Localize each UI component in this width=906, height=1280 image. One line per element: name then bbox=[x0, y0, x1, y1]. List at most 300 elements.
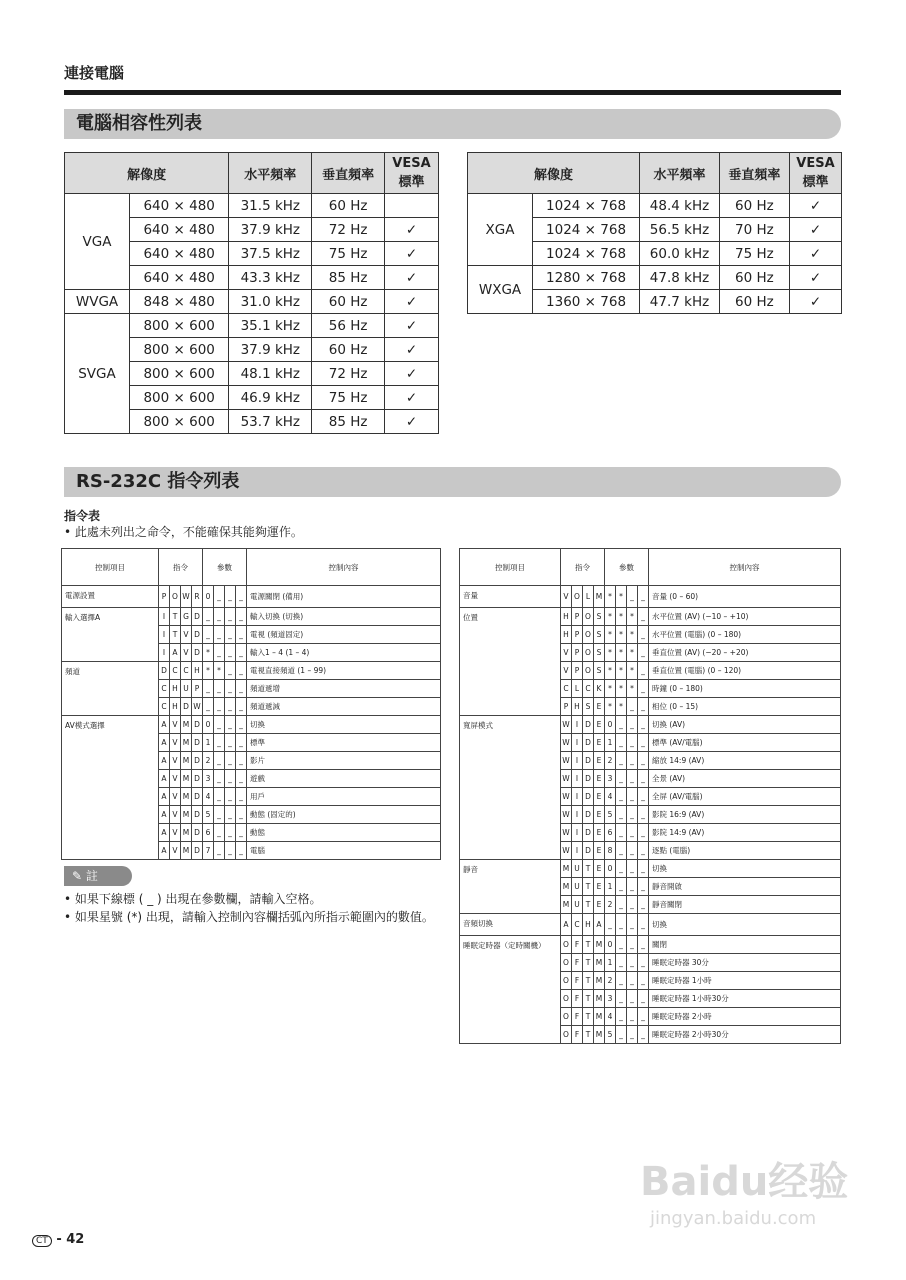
param-char: _ bbox=[616, 734, 627, 752]
param-char: 5 bbox=[605, 1026, 616, 1044]
table-cell: 60 Hz bbox=[719, 290, 789, 314]
cmd-char: S bbox=[594, 608, 605, 626]
cmd-header-cell: 控制內容 bbox=[649, 549, 841, 586]
control-content: 用戶 bbox=[247, 788, 441, 806]
cmd-char: V bbox=[170, 842, 181, 860]
param-char: _ bbox=[225, 586, 236, 608]
table-cell: 56.5 kHz bbox=[640, 218, 720, 242]
param-char: _ bbox=[616, 878, 627, 896]
cmd-char: V bbox=[170, 716, 181, 734]
param-char: _ bbox=[616, 954, 627, 972]
param-char: _ bbox=[214, 586, 225, 608]
param-char: _ bbox=[236, 806, 247, 824]
control-content: 睡眠定時器 1小時 bbox=[649, 972, 841, 990]
table-row bbox=[460, 914, 841, 936]
cmd-char: O bbox=[583, 644, 594, 662]
table-row bbox=[62, 716, 441, 734]
cmd-char: U bbox=[572, 878, 583, 896]
cmd-char: W bbox=[561, 788, 572, 806]
param-char: _ bbox=[225, 608, 236, 626]
control-content: 睡眠定時器 2小時30分 bbox=[649, 1026, 841, 1044]
cmd-char: A bbox=[159, 752, 170, 770]
table-row bbox=[62, 608, 441, 626]
cmd-char: W bbox=[561, 716, 572, 734]
cmd-char: E bbox=[594, 878, 605, 896]
cmd-char: I bbox=[159, 608, 170, 626]
cmd-char: E bbox=[594, 752, 605, 770]
cmd-char: S bbox=[583, 698, 594, 716]
param-char: _ bbox=[638, 586, 649, 608]
param-char: * bbox=[616, 608, 627, 626]
control-content: 睡眠定時器 2小時 bbox=[649, 1008, 841, 1026]
table-cell: ✓ bbox=[384, 410, 438, 434]
param-char: 1 bbox=[605, 734, 616, 752]
cmd-char: T bbox=[583, 1026, 594, 1044]
param-char: _ bbox=[627, 716, 638, 734]
cmd-char: T bbox=[170, 608, 181, 626]
cmd-char: D bbox=[159, 662, 170, 680]
control-content: 水平位置 (電腦) (0 – 180) bbox=[649, 626, 841, 644]
cmd-char: M bbox=[181, 842, 192, 860]
param-char: 3 bbox=[203, 770, 214, 788]
cmd-char: E bbox=[594, 824, 605, 842]
param-char: * bbox=[203, 662, 214, 680]
cmd-char: A bbox=[159, 842, 170, 860]
note-item: • 如果星號 (*) 出現，請輸入控制內容欄括弧內所指示範圍內的數值。 bbox=[64, 910, 434, 924]
param-char: _ bbox=[236, 608, 247, 626]
param-char: * bbox=[203, 644, 214, 662]
param-char: _ bbox=[214, 788, 225, 806]
cmd-char: A bbox=[159, 734, 170, 752]
param-char: _ bbox=[225, 734, 236, 752]
cmd-char: T bbox=[583, 1008, 594, 1026]
param-char: _ bbox=[627, 586, 638, 608]
cmd-char: H bbox=[170, 698, 181, 716]
param-char: * bbox=[627, 680, 638, 698]
control-content: 音量 (0 – 60) bbox=[649, 586, 841, 608]
cmd-char: A bbox=[159, 770, 170, 788]
control-content: 水平位置 (AV) (−10 – +10) bbox=[649, 608, 841, 626]
param-char: _ bbox=[627, 896, 638, 914]
param-char: _ bbox=[236, 716, 247, 734]
param-char: _ bbox=[638, 954, 649, 972]
param-char: _ bbox=[616, 936, 627, 954]
param-char: * bbox=[616, 586, 627, 608]
control-content: 垂直位置 (AV) (−20 – +20) bbox=[649, 644, 841, 662]
table-cell: 72 Hz bbox=[312, 362, 385, 386]
param-char: _ bbox=[627, 914, 638, 936]
cmd-char: W bbox=[561, 842, 572, 860]
param-char: 0 bbox=[203, 586, 214, 608]
table-cell: 640 × 480 bbox=[130, 218, 229, 242]
cmd-char: E bbox=[594, 860, 605, 878]
cmd-char: M bbox=[594, 954, 605, 972]
cmd-char: V bbox=[170, 806, 181, 824]
cmd-char: V bbox=[170, 770, 181, 788]
control-content: 切換 bbox=[649, 860, 841, 878]
param-char: _ bbox=[236, 752, 247, 770]
cmd-char: M bbox=[594, 1008, 605, 1026]
cmd-char: T bbox=[583, 954, 594, 972]
table-cell: 56 Hz bbox=[312, 314, 385, 338]
param-char: _ bbox=[638, 914, 649, 936]
table-cell: 85 Hz bbox=[312, 266, 385, 290]
param-char: _ bbox=[225, 788, 236, 806]
param-char: _ bbox=[605, 914, 616, 936]
table-row bbox=[62, 586, 441, 608]
cmd-char: D bbox=[583, 734, 594, 752]
param-char: * bbox=[627, 644, 638, 662]
param-char: _ bbox=[203, 680, 214, 698]
param-char: _ bbox=[638, 770, 649, 788]
control-content: 靜音關閉 bbox=[649, 896, 841, 914]
control-content: 遊戲 bbox=[247, 770, 441, 788]
param-char: _ bbox=[627, 954, 638, 972]
param-char: _ bbox=[638, 788, 649, 806]
param-char: * bbox=[214, 662, 225, 680]
cmd-char: S bbox=[594, 626, 605, 644]
param-char: _ bbox=[225, 824, 236, 842]
param-char: _ bbox=[638, 752, 649, 770]
cmd-char: D bbox=[583, 788, 594, 806]
control-item: 音頻切換 bbox=[460, 914, 561, 936]
param-char: _ bbox=[225, 752, 236, 770]
param-char: * bbox=[627, 626, 638, 644]
cmd-bullet: • 此處未列出之命令，不能確保其能夠運作。 bbox=[64, 525, 303, 539]
param-char: 5 bbox=[203, 806, 214, 824]
param-char: 0 bbox=[203, 716, 214, 734]
table-cell: ✓ bbox=[384, 290, 438, 314]
table-row bbox=[468, 194, 842, 218]
param-char: _ bbox=[236, 662, 247, 680]
table-cell: 1280 × 768 bbox=[533, 266, 640, 290]
param-char: _ bbox=[214, 698, 225, 716]
param-char: * bbox=[616, 662, 627, 680]
control-content: 電源關閉 (備用) bbox=[247, 586, 441, 608]
header-rule bbox=[64, 90, 841, 95]
param-char: _ bbox=[616, 896, 627, 914]
param-char: _ bbox=[627, 734, 638, 752]
table-row bbox=[460, 716, 841, 734]
param-char: * bbox=[627, 608, 638, 626]
control-content: 全景 (AV) bbox=[649, 770, 841, 788]
param-char: _ bbox=[203, 626, 214, 644]
control-content: 睡眠定時器 30分 bbox=[649, 954, 841, 972]
param-char: _ bbox=[627, 1026, 638, 1044]
table-row bbox=[460, 608, 841, 626]
table-cell: 31.5 kHz bbox=[229, 194, 312, 218]
cmd-char: T bbox=[583, 896, 594, 914]
param-char: _ bbox=[225, 626, 236, 644]
param-char: * bbox=[605, 698, 616, 716]
pc-header-cell: 垂直頻率 bbox=[312, 153, 385, 194]
cmd-header-cell: 控制項目 bbox=[460, 549, 561, 586]
table-cell: ✓ bbox=[789, 266, 841, 290]
table-cell: 800 × 600 bbox=[130, 410, 229, 434]
cmd-char: V bbox=[561, 586, 572, 608]
cmd-header-cell: 指令 bbox=[159, 549, 203, 586]
cmd-char: O bbox=[583, 662, 594, 680]
pc-header-cell: 水平頻率 bbox=[229, 153, 312, 194]
param-char: _ bbox=[627, 788, 638, 806]
param-char: _ bbox=[236, 626, 247, 644]
table-cell: 37.5 kHz bbox=[229, 242, 312, 266]
cmd-char: O bbox=[170, 586, 181, 608]
cmd-char: I bbox=[572, 770, 583, 788]
cmd-char: D bbox=[181, 698, 192, 716]
cmd-char: M bbox=[594, 972, 605, 990]
param-char: 8 bbox=[605, 842, 616, 860]
param-char: _ bbox=[225, 842, 236, 860]
table-cell: 60 Hz bbox=[312, 194, 385, 218]
control-content: 時鐘 (0 – 180) bbox=[649, 680, 841, 698]
cmd-char: F bbox=[572, 1008, 583, 1026]
cmd-char: D bbox=[583, 770, 594, 788]
param-char: 0 bbox=[605, 860, 616, 878]
cmd-char: D bbox=[583, 752, 594, 770]
param-char: _ bbox=[616, 914, 627, 936]
note-badge: ✎ 註 bbox=[64, 866, 132, 886]
table-row bbox=[62, 662, 441, 680]
control-content: 電腦 bbox=[247, 842, 441, 860]
param-char: _ bbox=[214, 626, 225, 644]
table-cell: 800 × 600 bbox=[130, 314, 229, 338]
control-item: 睡眠定時器（定時關機） bbox=[460, 936, 561, 1044]
cmd-char: P bbox=[192, 680, 203, 698]
param-char: _ bbox=[214, 716, 225, 734]
control-content: 全屏 (AV/電腦) bbox=[649, 788, 841, 806]
cmd-char: W bbox=[561, 734, 572, 752]
cmd-char: O bbox=[561, 936, 572, 954]
param-char: _ bbox=[616, 752, 627, 770]
cmd-char: S bbox=[594, 644, 605, 662]
param-char: 3 bbox=[605, 990, 616, 1008]
param-char: 6 bbox=[605, 824, 616, 842]
param-char: _ bbox=[225, 698, 236, 716]
cmd-char: H bbox=[561, 608, 572, 626]
cmd-char: V bbox=[561, 644, 572, 662]
control-content: 動態 bbox=[247, 824, 441, 842]
cmd-char: V bbox=[170, 824, 181, 842]
cmd-char: O bbox=[561, 972, 572, 990]
cmd-char: M bbox=[181, 824, 192, 842]
section-title-pc: 電腦相容性列表 bbox=[64, 109, 841, 139]
control-content: 頻道遞增 bbox=[247, 680, 441, 698]
note-list bbox=[64, 890, 444, 926]
cmd-char: V bbox=[170, 752, 181, 770]
cmd-char: V bbox=[181, 644, 192, 662]
pc-table-right bbox=[467, 152, 842, 314]
cmd-char: M bbox=[594, 990, 605, 1008]
param-char: _ bbox=[236, 586, 247, 608]
table-cell: ✓ bbox=[384, 266, 438, 290]
cmd-char: A bbox=[159, 824, 170, 842]
table-cell: ✓ bbox=[789, 194, 841, 218]
param-char: _ bbox=[627, 936, 638, 954]
param-char: 5 bbox=[605, 806, 616, 824]
param-char: _ bbox=[214, 752, 225, 770]
param-char: * bbox=[616, 644, 627, 662]
cmd-char: O bbox=[561, 954, 572, 972]
pc-header-cell: VESA 標準 bbox=[789, 153, 841, 194]
control-content: 標準 bbox=[247, 734, 441, 752]
cmd-header-cell: 指令 bbox=[561, 549, 605, 586]
param-char: _ bbox=[638, 716, 649, 734]
param-char: _ bbox=[638, 734, 649, 752]
cmd-char: R bbox=[192, 586, 203, 608]
param-char: 1 bbox=[605, 954, 616, 972]
section-title-rs232c: RS-232C 指令列表 bbox=[64, 467, 841, 497]
cmd-char: M bbox=[594, 1026, 605, 1044]
param-char: _ bbox=[214, 680, 225, 698]
control-content: 動態 (固定的) bbox=[247, 806, 441, 824]
cmd-char: D bbox=[192, 806, 203, 824]
param-char: * bbox=[616, 698, 627, 716]
cmd-char: I bbox=[572, 734, 583, 752]
cmd-char: M bbox=[181, 734, 192, 752]
table-cell: ✓ bbox=[789, 218, 841, 242]
control-item: AV模式選擇 bbox=[62, 716, 159, 860]
table-cell: 37.9 kHz bbox=[229, 338, 312, 362]
control-item: 音量 bbox=[460, 586, 561, 608]
table-cell: 70 Hz bbox=[719, 218, 789, 242]
param-char: _ bbox=[616, 806, 627, 824]
cmd-char: D bbox=[583, 806, 594, 824]
cmd-char: C bbox=[159, 698, 170, 716]
cmd-char: M bbox=[594, 586, 605, 608]
param-char: 2 bbox=[605, 752, 616, 770]
cmd-char: D bbox=[583, 824, 594, 842]
table-cell: 60 Hz bbox=[719, 266, 789, 290]
cmd-char: M bbox=[181, 752, 192, 770]
table-cell: 53.7 kHz bbox=[229, 410, 312, 434]
cmd-char: W bbox=[561, 752, 572, 770]
table-cell: 1024 × 768 bbox=[533, 218, 640, 242]
cmd-char: V bbox=[181, 626, 192, 644]
cmd-char: F bbox=[572, 972, 583, 990]
pc-header-cell: 垂直頻率 bbox=[719, 153, 789, 194]
cmd-char: H bbox=[572, 698, 583, 716]
cmd-char: O bbox=[561, 990, 572, 1008]
pc-table-left bbox=[64, 152, 439, 434]
control-content: 影院 16:9 (AV) bbox=[649, 806, 841, 824]
param-char: _ bbox=[627, 1008, 638, 1026]
param-char: _ bbox=[236, 734, 247, 752]
cmd-char: W bbox=[561, 806, 572, 824]
param-char: _ bbox=[638, 698, 649, 716]
cmd-char: C bbox=[583, 680, 594, 698]
note-item: • 如果下線標 ( _ ) 出現在參數欄，請輸入空格。 bbox=[64, 892, 322, 906]
control-item: 頻道 bbox=[62, 662, 159, 716]
cmd-char: M bbox=[181, 788, 192, 806]
control-content: 切換 bbox=[649, 914, 841, 936]
cmd-char: P bbox=[572, 608, 583, 626]
param-char: _ bbox=[638, 860, 649, 878]
cmd-header-cell: 參數 bbox=[203, 549, 247, 586]
cmd-char: W bbox=[181, 586, 192, 608]
cmd-char: I bbox=[572, 824, 583, 842]
cmd-char: V bbox=[170, 788, 181, 806]
table-cell: 800 × 600 bbox=[130, 338, 229, 362]
cmd-char: H bbox=[170, 680, 181, 698]
cmd-char: A bbox=[594, 914, 605, 936]
table-cell: ✓ bbox=[384, 242, 438, 266]
cmd-char: L bbox=[572, 680, 583, 698]
page-number: 42 bbox=[66, 1232, 85, 1247]
table-cell: 60.0 kHz bbox=[640, 242, 720, 266]
table-cell bbox=[384, 194, 438, 218]
cmd-char: W bbox=[561, 770, 572, 788]
watermark-url: jingyan.baidu.com bbox=[650, 1208, 817, 1229]
param-char: _ bbox=[236, 788, 247, 806]
cmd-char: F bbox=[572, 936, 583, 954]
param-char: _ bbox=[214, 608, 225, 626]
table-cell: 47.8 kHz bbox=[640, 266, 720, 290]
param-char: _ bbox=[616, 1008, 627, 1026]
cmd-char: F bbox=[572, 1026, 583, 1044]
table-cell: ✓ bbox=[384, 386, 438, 410]
table-cell: 75 Hz bbox=[312, 386, 385, 410]
table-cell: 640 × 480 bbox=[130, 266, 229, 290]
table-row bbox=[65, 314, 439, 338]
pc-header-cell: VESA 標準 bbox=[384, 153, 438, 194]
cmd-subtitle: 指令表 bbox=[64, 509, 101, 523]
control-content: 靜音開啟 bbox=[649, 878, 841, 896]
table-cell: 848 × 480 bbox=[130, 290, 229, 314]
cmd-char: I bbox=[159, 644, 170, 662]
cmd-char: E bbox=[594, 896, 605, 914]
cmd-char: M bbox=[181, 770, 192, 788]
table-cell: 640 × 480 bbox=[130, 242, 229, 266]
cmd-char: O bbox=[561, 1026, 572, 1044]
resolution-group: VGA bbox=[65, 194, 130, 290]
cmd-char: M bbox=[561, 878, 572, 896]
cmd-char: C bbox=[170, 662, 181, 680]
pc-header-cell: 水平頻率 bbox=[640, 153, 720, 194]
table-cell: ✓ bbox=[789, 242, 841, 266]
control-content: 縮放 14:9 (AV) bbox=[649, 752, 841, 770]
param-char: * bbox=[605, 662, 616, 680]
param-char: _ bbox=[236, 824, 247, 842]
table-cell: ✓ bbox=[789, 290, 841, 314]
param-char: _ bbox=[616, 990, 627, 1008]
cmd-char: A bbox=[561, 914, 572, 936]
cmd-char: V bbox=[170, 734, 181, 752]
param-char: _ bbox=[214, 734, 225, 752]
cmd-char: E bbox=[594, 698, 605, 716]
cmd-char: D bbox=[583, 716, 594, 734]
cmd-char: D bbox=[192, 824, 203, 842]
control-item: 靜音 bbox=[460, 860, 561, 914]
table-cell: 1024 × 768 bbox=[533, 242, 640, 266]
param-char: _ bbox=[236, 644, 247, 662]
cmd-char: F bbox=[572, 990, 583, 1008]
control-content: 切換 bbox=[247, 716, 441, 734]
cmd-char: C bbox=[561, 680, 572, 698]
resolution-group: WVGA bbox=[65, 290, 130, 314]
param-char: _ bbox=[638, 972, 649, 990]
param-char: _ bbox=[225, 680, 236, 698]
cmd-char: T bbox=[170, 626, 181, 644]
control-content: 相位 (0 – 15) bbox=[649, 698, 841, 716]
cmd-char: C bbox=[572, 914, 583, 936]
control-content: 輸入1 – 4 (1 – 4) bbox=[247, 644, 441, 662]
cmd-char: S bbox=[594, 662, 605, 680]
param-char: _ bbox=[616, 972, 627, 990]
cmd-char: O bbox=[583, 626, 594, 644]
cmd-char: E bbox=[594, 716, 605, 734]
param-char: * bbox=[616, 680, 627, 698]
